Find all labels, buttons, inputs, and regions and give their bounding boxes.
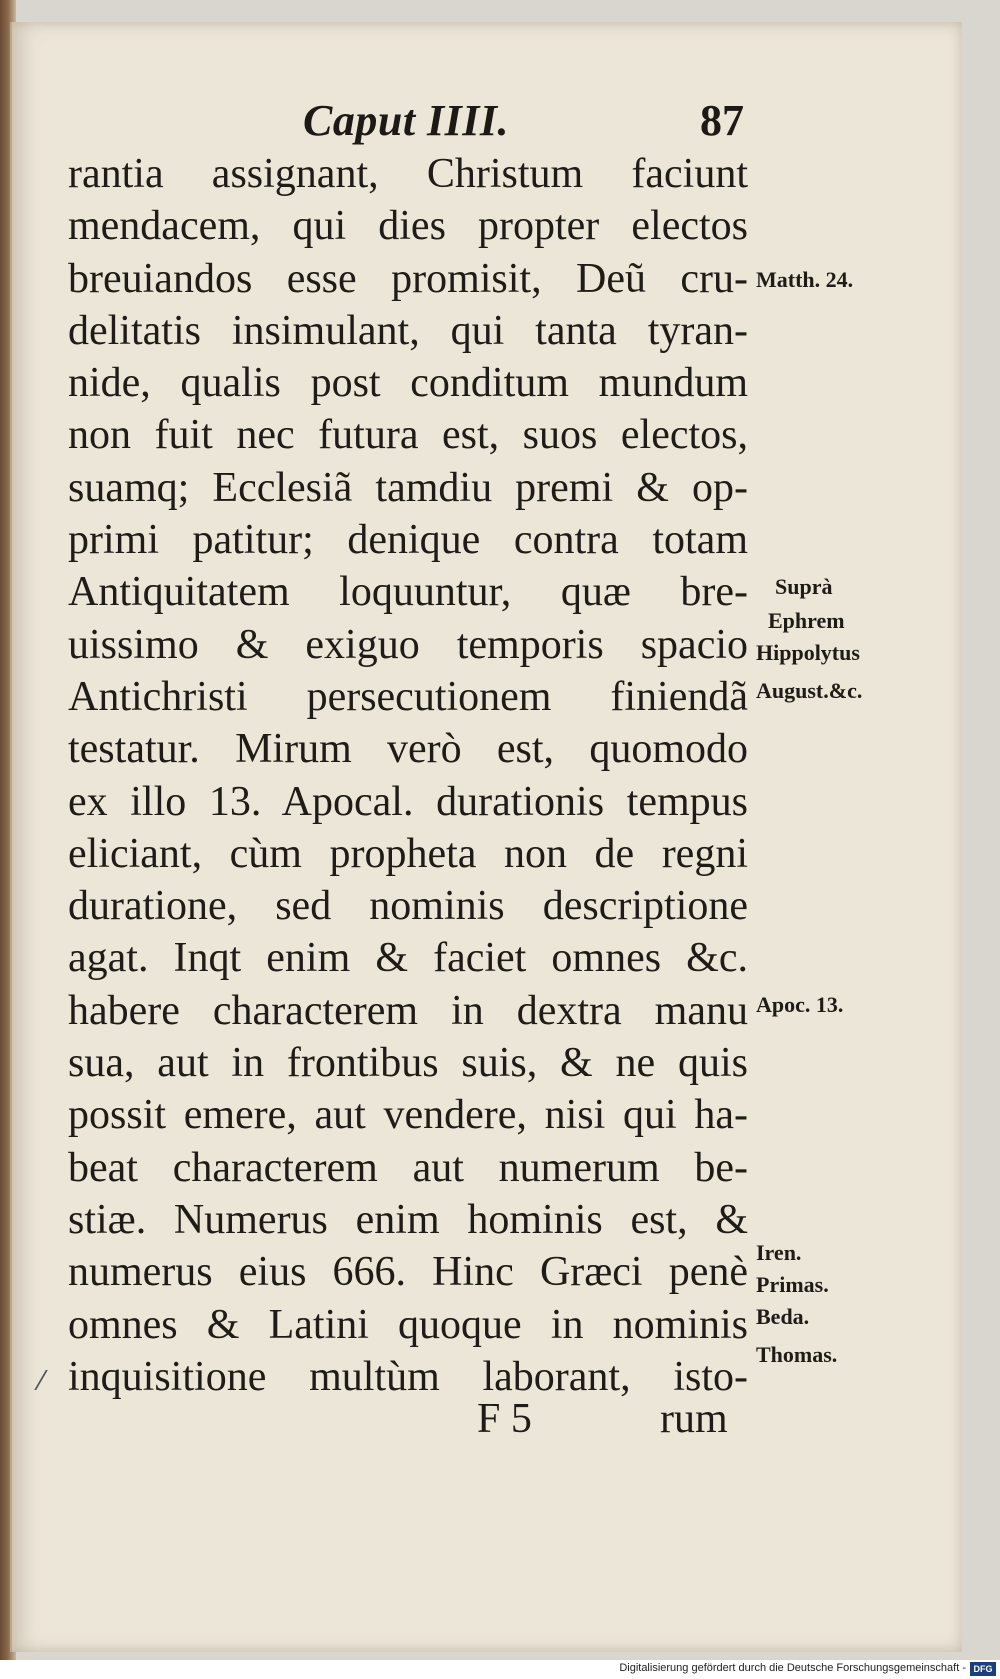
marginal-note-apoc: Apoc. 13. xyxy=(756,992,844,1017)
text-line: nide, qualis post conditum mundum xyxy=(68,360,748,407)
text-line: numerus eius 666. Hinc Græci penè xyxy=(68,1249,748,1296)
marginal-note-supra: Suprà xyxy=(775,574,833,599)
marginal-note-thomas: Thomas. xyxy=(756,1342,838,1367)
text-line: Antiquitatem loquuntur, quæ bre- xyxy=(68,569,748,616)
catchword: rum xyxy=(660,1396,728,1442)
text-line: rantia assignant, Christum faciunt xyxy=(68,151,748,197)
text-line: habere characterem in dextra manu xyxy=(68,987,748,1034)
text-line: primi patitur; denique contra totam xyxy=(68,517,748,564)
text-line: stiæ. Numerus enim hominis est, & xyxy=(68,1196,748,1243)
text-line: sua, aut in frontibus suis, & ne quis xyxy=(68,1040,748,1087)
text-line: omnes & Latini quoque in nominis xyxy=(68,1301,748,1348)
text-line: ex illo 13. Apocal. durationis tempus xyxy=(68,778,748,825)
dfg-logo: DFG xyxy=(970,1662,996,1676)
marginal-note-august: August.&c. xyxy=(756,678,863,703)
marginal-note-primas: Primas. xyxy=(756,1272,829,1297)
signature-mark: F 5 xyxy=(477,1396,532,1442)
text-line: beat characterem aut numerum be- xyxy=(68,1144,748,1191)
marginal-note-matth: Matth. 24. xyxy=(756,267,854,292)
marginal-note-beda: Beda. xyxy=(756,1304,810,1329)
digitization-footer xyxy=(0,1660,1000,1679)
text-line: mendacem, qui dies propter electos xyxy=(68,203,748,250)
text-line: Antichristi persecutionem finiendã xyxy=(68,673,748,720)
text-line: inquisitione multùm laborant, isto- xyxy=(68,1353,748,1400)
marginal-note-iren: Iren. xyxy=(756,1240,802,1265)
text-line: duratione, sed nominis descriptione xyxy=(68,883,748,930)
text-line: delitatis insimulant, qui tanta tyran- xyxy=(68,307,748,354)
marginal-note-ephrem: Ephrem xyxy=(768,608,845,633)
text-line: testatur. Mirum verò est, quomodo xyxy=(68,726,748,773)
text-line: uissimo & exiguo temporis spacio xyxy=(68,621,748,668)
text-line: eliciant, cùm propheta non de regni xyxy=(68,830,748,877)
running-head-title: Caput IIII. xyxy=(303,96,510,145)
text-line: non fuit nec futura est, suos electos, xyxy=(68,412,748,459)
text-line: breuiandos esse promisit, Deũ cru- xyxy=(68,255,748,302)
text-line: possit emere, aut vendere, nisi qui ha- xyxy=(68,1092,748,1139)
body-text-block xyxy=(68,148,748,1403)
digitization-notice: Digitalisierung gefördert durch die Deutsche Forschungsgemeinschaft - xyxy=(619,1662,966,1674)
page-number: 87 xyxy=(700,96,744,145)
marginal-note-hippolytus: Hippolytus xyxy=(756,640,860,665)
text-line: suamq; Ecclesiã tamdiu premi & op- xyxy=(68,464,748,511)
text-line: agat. Inqt enim & faciet omnes &c. xyxy=(68,935,748,982)
